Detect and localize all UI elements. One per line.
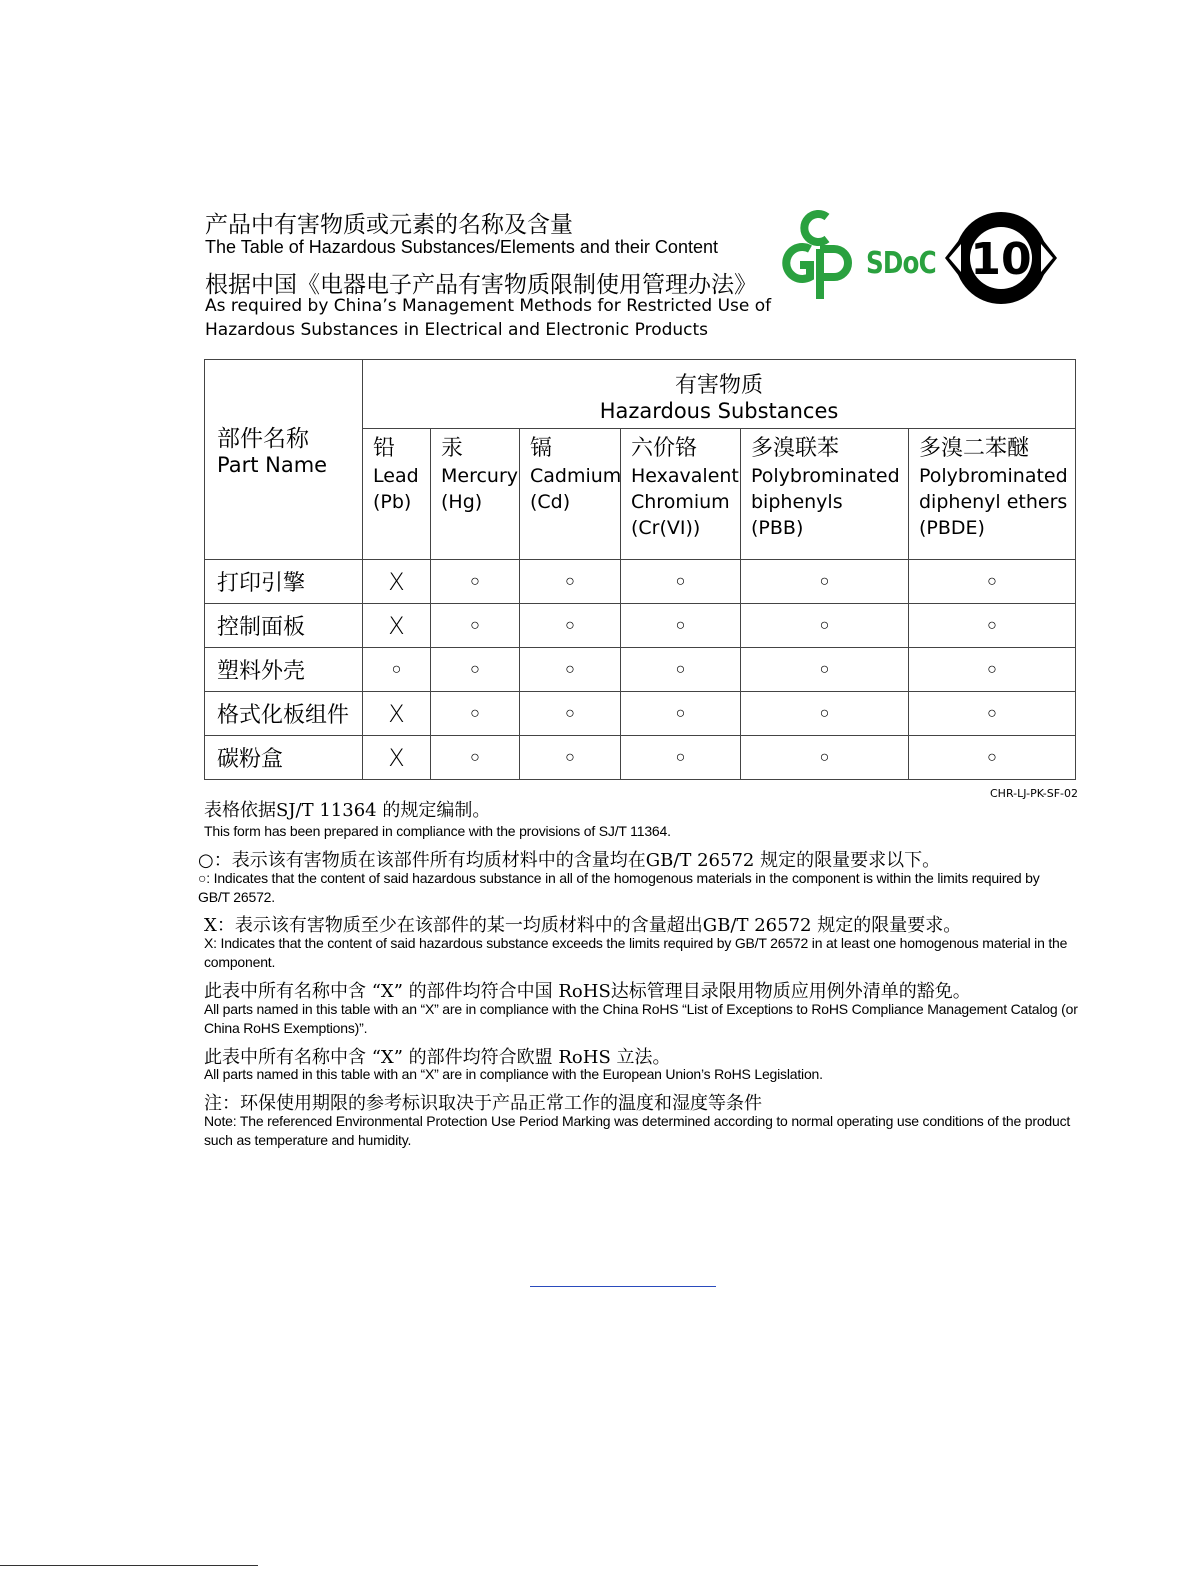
within-limit-mark: ○ (520, 560, 621, 604)
substance-name-en: Polybrominated (919, 465, 1068, 487)
substance-column-header (909, 429, 1076, 560)
note-4-en: All parts named in this table with an “X” are in compliance with the China RoHS “List of Exceptions to RoHS Compliance Management Catalog (or China RoHS Exemptions)”. (204, 1001, 1078, 1036)
exceeds-limit-mark: X (363, 560, 431, 604)
substance-name-en: (PBDE) (919, 517, 985, 539)
hazardous-substances-header (363, 360, 1076, 429)
substance-name-en: Cadmium (530, 465, 622, 487)
substance-column-header (520, 429, 621, 560)
group-zh: 有害物质 (675, 373, 764, 398)
part-name-zh: 部件名称 (217, 426, 309, 452)
table-row (205, 604, 1076, 648)
substance-name-en: biphenyls (751, 491, 843, 513)
part-name-cell: 控制面板 (205, 604, 363, 648)
within-limit-mark: ○ (431, 736, 520, 780)
substance-name-zh: 六价铬 (631, 436, 698, 461)
sdoc-label: SDoC (866, 246, 936, 281)
note-6-en: Note: The referenced Environmental Protection Use Period Marking was determined according to normal operating use conditions of the product such as temperature and humidity. (204, 1113, 1071, 1148)
table-row (205, 560, 1076, 604)
note-6-zh: 注：环保使用期限的参考标识取决于产品正常工作的温度和湿度等条件 (204, 1093, 762, 1114)
part-name-header (205, 360, 363, 560)
within-limit-mark: ○ (621, 648, 741, 692)
substance-column-header (363, 429, 431, 560)
within-limit-mark: ○ (909, 604, 1076, 648)
note-1-zh: 表格依据SJ/T 11364 的规定编制。 (204, 800, 491, 821)
note-1-en: This form has been prepared in compliance with the provisions of SJ/T 11364. (204, 823, 671, 839)
substance-name-en: (PBB) (751, 517, 804, 539)
within-limit-mark: ○ (621, 604, 741, 648)
within-limit-mark: ○ (363, 648, 431, 692)
within-limit-mark: ○ (909, 736, 1076, 780)
substance-name-zh: 多溴联苯 (751, 436, 840, 461)
substance-column-header (431, 429, 520, 560)
substance-name-zh: 铅 (373, 436, 396, 461)
divider-line (530, 1286, 716, 1287)
note-2-en: ○: Indicates that the content of said hazardous substance in all of the homogenous materials in the component is within the limits required by GB/T 26572. (198, 870, 1040, 905)
within-limit-mark: ○ (909, 648, 1076, 692)
document-code: CHR-LJ-PK-SF-02 (990, 787, 1079, 800)
epup-10-icon (945, 208, 1057, 308)
within-limit-mark: ○ (621, 560, 741, 604)
substance-name-en: (Pb) (373, 491, 412, 513)
within-limit-mark: ○ (621, 736, 741, 780)
group-en: Hazardous Substances (599, 399, 839, 423)
within-limit-mark: ○ (520, 648, 621, 692)
part-name-cell: 碳粉盒 (205, 736, 363, 780)
within-limit-mark: ○ (909, 560, 1076, 604)
requirement-zh: 根据中国《电器电子产品有害物质限制使用管理办法》 (205, 272, 757, 298)
within-limit-mark: ○ (431, 604, 520, 648)
note-4-zh: 此表中所有名称中含 “X” 的部件均符合中国 RoHS达标管理目录限用物质应用例外清单的豁免。 (204, 981, 971, 1002)
exceeds-limit-mark: X (363, 736, 431, 780)
footnote-separator (0, 1565, 258, 1566)
part-name-cell: 格式化板组件 (205, 692, 363, 736)
within-limit-mark: ○ (621, 692, 741, 736)
note-5-zh: 此表中所有名称中含 “X” 的部件均符合欧盟 RoHS 立法。 (204, 1047, 671, 1068)
substance-name-en: (Cr(VI)) (631, 517, 701, 539)
substance-name-en: Polybrominated (751, 465, 900, 487)
substance-column-header (621, 429, 741, 560)
part-name-cell: 塑料外壳 (205, 648, 363, 692)
substance-name-en: (Hg) (441, 491, 483, 513)
table-row (205, 692, 1076, 736)
note-3-zh: X：表示该有害物质至少在该部件的某一均质材料中的含量超出GB/T 26572 规定的限量要求。 (204, 915, 962, 936)
part-name-en: Part Name (217, 453, 328, 477)
substance-name-en: (Cd) (530, 491, 571, 513)
within-limit-mark: ○ (520, 736, 621, 780)
substance-name-en: diphenyl ethers (919, 491, 1068, 513)
within-limit-mark: ○ (741, 560, 909, 604)
substance-column-header (741, 429, 909, 560)
within-limit-mark: ○ (520, 604, 621, 648)
hazardous-substances-table (204, 359, 1076, 780)
title-en: The Table of Hazardous Substances/Elements and their Content (205, 237, 718, 257)
within-limit-mark: ○ (520, 692, 621, 736)
exceeds-limit-mark: X (363, 604, 431, 648)
substance-name-zh: 镉 (530, 436, 553, 461)
within-limit-mark: ○ (431, 692, 520, 736)
part-name-cell: 打印引擎 (205, 560, 363, 604)
epup-number: 10 (970, 234, 1032, 285)
within-limit-mark: ○ (741, 736, 909, 780)
note-3-en: X: Indicates that the content of said hazardous substance exceeds the limits required by GB/T 26572 in at least one homogenous material in the component. (204, 935, 1068, 970)
substance-name-en: Hexavalent (631, 465, 739, 487)
substance-name-en: Lead (373, 465, 419, 487)
note-5-en: All parts named in this table with an “X” are in compliance with the European Union’s RoHS Legislation. (204, 1066, 823, 1082)
table-row (205, 736, 1076, 780)
within-limit-mark: ○ (431, 560, 520, 604)
note-2-zh: ○：表示该有害物质在该部件所有均质材料中的含量均在GB/T 26572 规定的限量要求以下。 (198, 850, 941, 871)
within-limit-mark: ○ (741, 648, 909, 692)
substance-name-en: Chromium (631, 491, 730, 513)
table-row (205, 648, 1076, 692)
title-zh: 产品中有害物质或元素的名称及含量 (205, 212, 573, 238)
cgp-logo-icon (780, 209, 860, 305)
substance-name-zh: 多溴二苯醚 (919, 436, 1030, 461)
requirement-en-line1: As required by China’s Management Methods for Restricted Use of (205, 296, 772, 316)
requirement-en-line2: Hazardous Substances in Electrical and Electronic Products (205, 320, 709, 340)
exceeds-limit-mark: X (363, 692, 431, 736)
within-limit-mark: ○ (741, 692, 909, 736)
within-limit-mark: ○ (741, 604, 909, 648)
substance-name-zh: 汞 (441, 436, 464, 461)
substance-name-en: Mercury (441, 465, 519, 487)
within-limit-mark: ○ (909, 692, 1076, 736)
within-limit-mark: ○ (431, 648, 520, 692)
